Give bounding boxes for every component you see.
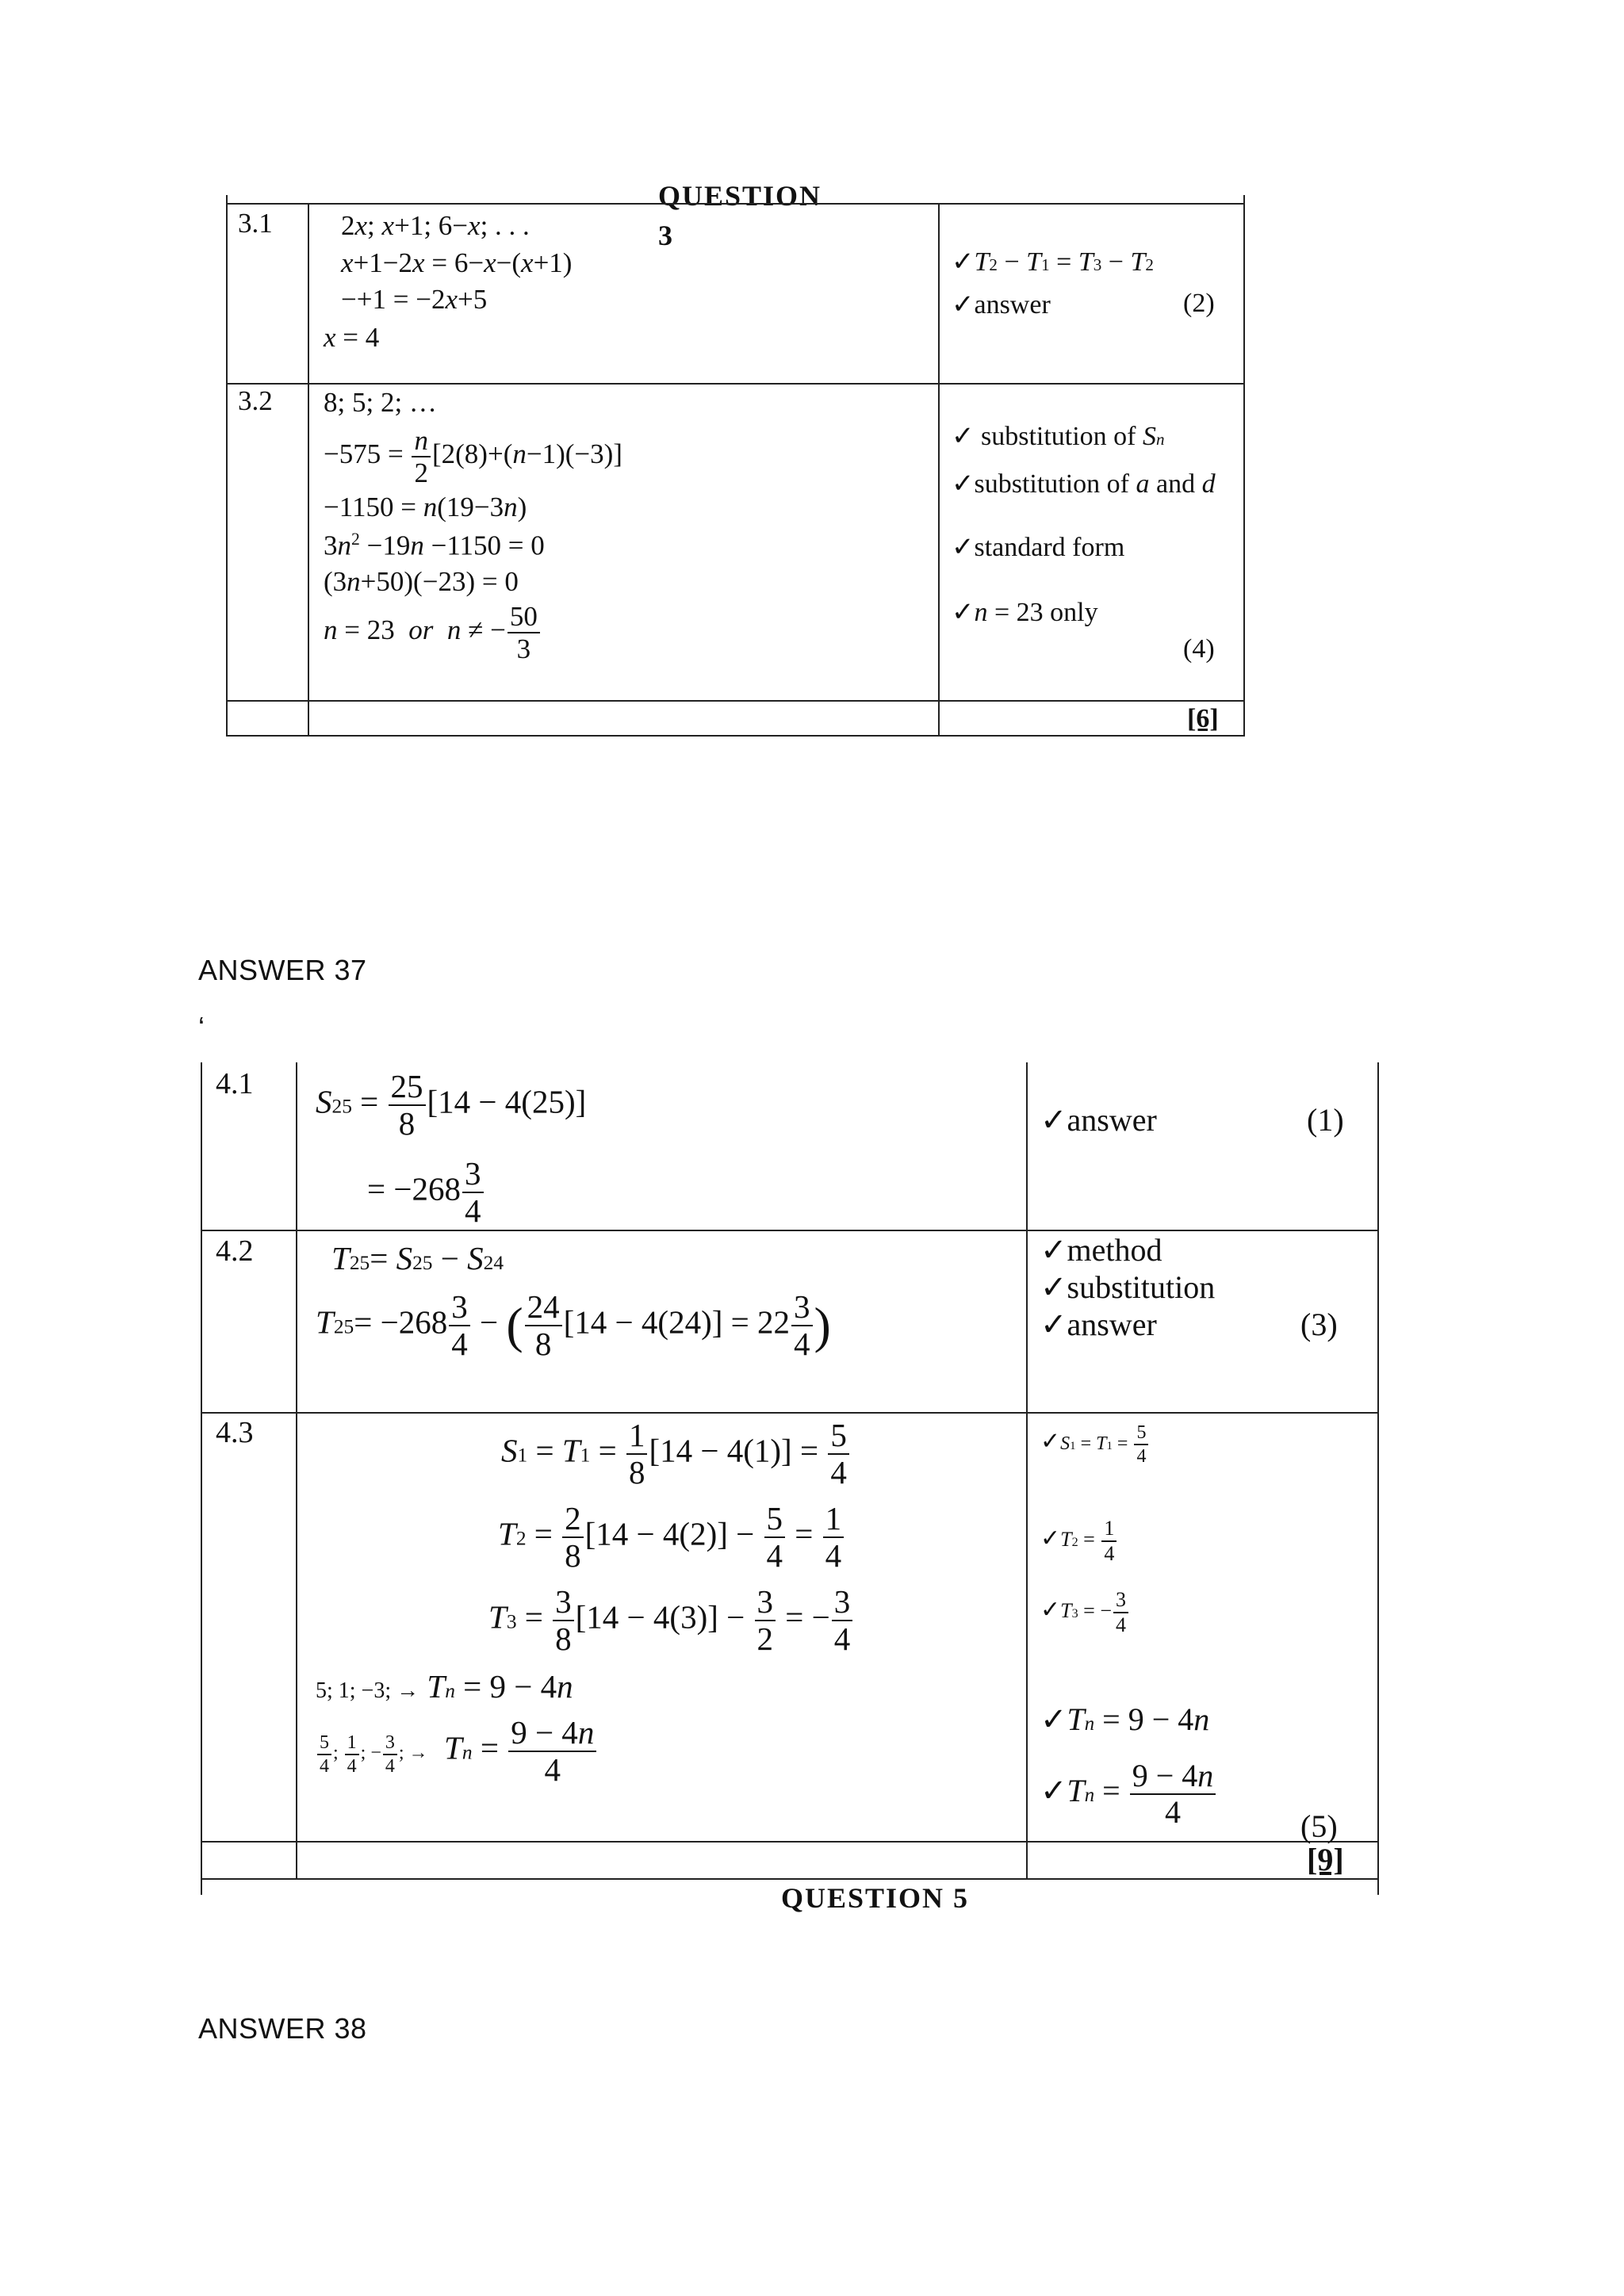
q3-1-line-4: x = 4 [324,322,380,353]
stray-mark: ‘ [198,1011,205,1043]
q3-1-line-2: x+1−2x = 6−x−(x+1) [341,247,573,278]
q4-1-total: (1) [1307,1102,1344,1138]
q4-2-mark-2: ✓substitution [1040,1269,1216,1305]
question-number-4-1: 4.1 [216,1067,254,1100]
q4-2-mark-1: ✓method [1040,1232,1162,1268]
q4-3-mark-5: ✓Tn = $\frac{9 - 4n}{4}$ [1040,1760,1217,1828]
q3-section-total: [6] [1187,704,1219,733]
q3-2-line-5: (3n+50)(−23) = 0 [324,566,519,597]
question-number-4-2: 4.2 [216,1234,254,1268]
q3-1-mark-1: ✓T2 − T1 = T3 − T2 [952,247,1154,277]
q3-2-total: (4) [1183,634,1215,664]
q4-3-line-2: T2 = $\frac{2}{8}$ [14 − 4(2)] − $\frac{5}{4}$ = $\frac{1}{4}$ [498,1502,845,1572]
q3-2-line-6: n = 23 or n ≠ − $\frac{50}{3}$ [324,603,542,663]
q4-2-mark-3: ✓answer [1040,1307,1157,1342]
q3-2-mark-3: ✓standard form [952,533,1125,562]
q3-1-mark-2: ✓answer [952,290,1051,320]
question-number-4-3: 4.3 [216,1416,254,1449]
question-number-3-1: 3.1 [238,208,273,239]
q4-3-mark-3: ✓T3 = − $\frac{3}{4}$ [1040,1590,1130,1636]
cutoff-heading-bottom: QUESTION 5 [781,1882,970,1914]
q4-3-line-5: $\frac{5}{4}$ ; $\frac{1}{4}$ ; − $\frac{3}{4}$ ; → Tn = $\frac{9 - 4n}{4}$ [316,1716,598,1786]
q4-2-line-2: T25= −268 $\frac{3}{4}$ − ( $\frac{24}{8}$ [14 − 4(24)] = 22 $\frac{3}{4}$ ) [316,1288,831,1362]
q4-3-mark-1: ✓S1 = T1 = $\frac{5}{4}$ [1040,1423,1150,1466]
answer-38-heading: ANSWER 38 [198,2012,367,2045]
question-number-3-2: 3.2 [238,385,273,416]
q4-1-line-1: S25 = $\frac{25}{8}$ [14 − 4(25)] [316,1068,587,1142]
q3-2-mark-1: ✓ substitution of Sn [952,422,1165,451]
q3-2-line-1: 8; 5; 2; … [324,387,437,418]
q4-3-line-3: T3 = $\frac{3}{8}$ [14 − 4(3)] − $\frac{3}{2}$ = − $\frac{3}{4}$ [488,1586,854,1655]
q4-3-total: (5) [1300,1808,1338,1844]
q3-1-line-1: 2x; x+1; 6−x; . . . [341,210,530,241]
q4-section-total: [9] [1307,1842,1344,1877]
q4-3-line-1: S1 = T1 = $\frac{1}{8}$ [14 − 4(1)] = $\frac{5}{4}$ [501,1419,851,1489]
q3-2-line-4: $3n^2 -19n -1150 = 0$ [324,530,545,561]
q3-2-line-3: −1150 = n(19−3n) [324,492,527,522]
q3-1-line-3: −+1 = −2x+5 [341,284,488,315]
q4-2-total: (3) [1300,1307,1338,1342]
answer-37-heading: ANSWER 37 [198,954,367,986]
q4-2-line-1: T25= S25 − S24 [331,1240,504,1276]
q3-1-total: (2) [1183,289,1215,318]
cutoff-heading-top: QUESTION 3 [658,180,822,251]
q4-1-mark-1: ✓answer [1040,1102,1157,1138]
q3-2-line-2: −575 = $\frac{n}{2}$ [2(8)+(n−1)(−3)] [324,425,622,488]
q4-3-mark-4: ✓Tn = 9 − 4n [1040,1701,1210,1737]
q4-3-line-4: 5; 1; −3; → Tn = 9 − 4n [316,1668,573,1705]
q3-2-mark-2: ✓substitution of a and d [952,469,1216,499]
q4-1-line-2: = −268 $\frac{3}{4}$ [367,1158,485,1227]
q3-2-mark-4: ✓n = 23 only [952,598,1098,627]
q4-3-mark-2: ✓T2 = $\frac{1}{4}$ [1040,1518,1118,1564]
